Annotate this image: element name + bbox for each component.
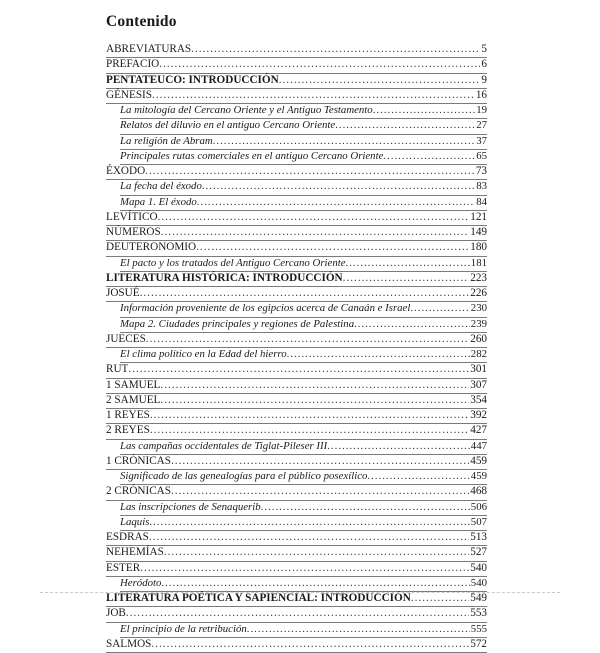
- toc-entry: [106, 150, 487, 165]
- dot-leader: [145, 164, 475, 179]
- toc-entry-page: 65: [476, 149, 487, 162]
- toc-entry: [106, 638, 487, 653]
- toc-entry-title: El clima político en la Edad del hierro: [120, 348, 287, 360]
- toc-entry-title: PENTATEUCO: INTRODUCCIÓN: [106, 73, 279, 86]
- toc-entry-title: JUECES: [106, 332, 146, 345]
- toc-entry-page: 540: [470, 576, 487, 589]
- toc-entry: [106, 196, 487, 211]
- dot-leader: [287, 347, 470, 362]
- page-title: Contenido: [106, 13, 177, 30]
- toc-entry-title: GÉNESIS: [106, 88, 152, 101]
- toc-entry: [106, 424, 487, 439]
- toc-entry-title: Significado de las genealogías para el público posexílico: [120, 470, 368, 482]
- dot-leader: [164, 545, 469, 560]
- toc-entry-title: El pacto y los tratados del Antiguo Cercano Oriente: [120, 256, 346, 269]
- toc-entry-page: 27: [476, 119, 487, 132]
- toc-entry: [106, 180, 487, 195]
- dot-leader: [171, 454, 469, 469]
- toc-entry-page: 459: [470, 454, 487, 467]
- dot-leader: [196, 240, 469, 255]
- toc-entry: [106, 241, 487, 256]
- toc-entry: [106, 379, 487, 394]
- dot-leader: [152, 88, 475, 103]
- toc-entry: [106, 470, 487, 485]
- toc-entry: [106, 318, 487, 333]
- dot-leader: [373, 103, 475, 118]
- toc-entry-title: Información proveniente de los egipcios acerca de Canaán e Israel: [120, 302, 411, 315]
- toc-entry-page: 507: [470, 515, 487, 528]
- toc-entry-title: Laquis: [120, 515, 150, 528]
- toc-entry-title: LITERATURA HISTÓRICA: INTRODUCCIÓN: [106, 271, 343, 284]
- toc-entry-title: NEHEMÍAS: [106, 546, 164, 559]
- toc-entry: [106, 623, 487, 638]
- toc-entry-page: 226: [470, 287, 487, 299]
- toc-entry: [106, 562, 487, 577]
- toc-entry-title: Principales rutas comerciales en el antiguo Cercano Oriente: [120, 149, 384, 162]
- toc-entry-page: 149: [470, 226, 487, 238]
- toc-entry: [106, 455, 487, 470]
- dot-leader: [410, 301, 469, 316]
- dot-leader: [197, 195, 475, 210]
- toc-entry: [106, 333, 487, 348]
- toc-entry: [106, 546, 487, 561]
- toc-entry-title: Mapa 2. Ciudades principales y regiones de Palestina: [120, 317, 355, 330]
- toc-entry: [106, 165, 487, 180]
- toc-entry: [106, 287, 487, 302]
- toc-entry: [106, 577, 487, 592]
- toc-entry-title: RUT: [106, 363, 129, 376]
- toc-entry: [106, 440, 487, 455]
- toc-entry-page: 83: [476, 180, 487, 193]
- toc-entry-page: 540: [470, 561, 487, 574]
- toc-entry-title: 2 SAMUEL: [106, 393, 161, 406]
- toc-entry-page: 459: [470, 470, 487, 482]
- toc-entry-page: 555: [470, 622, 487, 635]
- toc-entry-title: La religión de Abram: [120, 134, 213, 147]
- toc-entry-title: 1 REYES: [106, 409, 150, 421]
- dot-leader: [191, 42, 480, 57]
- toc-entry-title: Mapa 1. El éxodo: [120, 195, 197, 208]
- toc-entry: [106, 501, 487, 516]
- dot-leader: [126, 606, 469, 621]
- table-of-contents: [106, 43, 487, 653]
- toc-entry-page: 354: [470, 393, 487, 406]
- toc-entry-page: 447: [470, 439, 487, 452]
- dot-leader: [261, 500, 470, 515]
- dot-leader: [128, 362, 469, 377]
- toc-entry-title: ESTER: [106, 561, 141, 574]
- toc-entry-page: 84: [476, 195, 487, 208]
- toc-entry-title: 2 CRÓNICAS: [106, 485, 171, 498]
- dot-leader: [160, 378, 469, 393]
- toc-entry-page: 549: [470, 592, 487, 604]
- toc-entry-page: 527: [470, 546, 487, 559]
- toc-entry-title: JOSUÉ: [106, 287, 140, 299]
- dot-leader: [158, 210, 470, 225]
- toc-entry-title: JOB: [106, 607, 126, 620]
- toc-entry-title: NÚMEROS: [106, 226, 161, 238]
- toc-entry-page: 5: [481, 43, 487, 55]
- toc-entry-title: SALMOS: [106, 637, 152, 650]
- toc-entry-page: 301: [470, 363, 487, 376]
- dot-leader: [383, 149, 475, 164]
- toc-entry-title: Las inscripciones de Senaquerib: [120, 500, 261, 513]
- toc-entry: [106, 409, 487, 424]
- toc-entry: [106, 89, 487, 104]
- toc-entry-title: LEVÍTICO: [106, 210, 158, 223]
- dot-leader: [159, 57, 480, 72]
- toc-entry: [106, 211, 487, 226]
- toc-entry: [106, 363, 487, 378]
- toc-entry-page: 260: [470, 332, 487, 345]
- toc-entry: [106, 485, 487, 500]
- toc-entry: [106, 607, 487, 622]
- dot-leader: [202, 179, 475, 194]
- toc-entry-page: 6: [481, 58, 487, 71]
- toc-entry: [106, 58, 487, 73]
- dot-leader: [150, 408, 469, 423]
- dot-leader: [247, 622, 470, 637]
- toc-entry-title: PREFACIO: [106, 58, 160, 71]
- toc-entry-title: DEUTERONOMIO: [106, 241, 197, 254]
- dot-leader: [327, 439, 470, 454]
- toc-entry-title: El principio de la retribución: [120, 622, 247, 635]
- toc-entry-title: 1 CRÓNICAS: [106, 454, 171, 467]
- toc-entry-page: 282: [470, 348, 487, 360]
- toc-entry-title: La mitología del Cercano Oriente y el Antiguo Testamento: [120, 104, 373, 116]
- toc-entry-page: 223: [470, 271, 487, 284]
- dot-leader: [346, 256, 470, 271]
- toc-entry-page: 468: [470, 485, 487, 498]
- toc-entry-title: 1 SAMUEL: [106, 378, 161, 391]
- page-bottom-edge: [40, 592, 560, 593]
- dot-leader: [149, 530, 469, 545]
- dot-leader: [146, 332, 469, 347]
- dot-leader: [367, 469, 469, 484]
- toc-entry-page: 19: [476, 104, 487, 116]
- toc-entry-page: 427: [470, 424, 487, 437]
- toc-entry-page: 73: [475, 165, 487, 177]
- toc-entry: [106, 74, 487, 89]
- toc-entry-title: ESDRAS: [106, 531, 149, 543]
- dot-leader: [149, 515, 469, 530]
- toc-entry-page: 9: [481, 73, 487, 86]
- toc-entry-title: 2 REYES: [106, 424, 150, 437]
- toc-entry-page: 553: [470, 607, 487, 620]
- toc-entry: [106, 135, 487, 150]
- toc-entry-page: 181: [470, 256, 487, 269]
- toc-entry-title: ÉXODO: [106, 165, 146, 177]
- toc-entry: [106, 394, 487, 409]
- toc-entry-page: 307: [470, 378, 487, 391]
- toc-entry-title: La fecha del éxodo: [120, 180, 202, 193]
- toc-entry-title: Heródoto: [120, 576, 162, 589]
- toc-entry: [106, 226, 487, 241]
- toc-entry-title: Las campañas occidentales de Tiglat-Pileser III: [120, 439, 328, 452]
- dot-leader: [160, 393, 469, 408]
- toc-entry: [106, 348, 487, 363]
- toc-entry-page: 392: [470, 409, 487, 421]
- dot-leader: [140, 561, 469, 576]
- toc-entry-page: 37: [476, 134, 487, 147]
- toc-entry-title: Relatos del diluvio en el antiguo Cercano Oriente: [120, 119, 336, 132]
- toc-entry: [106, 119, 487, 134]
- toc-entry-title: ABREVIATURAS: [106, 43, 192, 55]
- toc-entry-page: 230: [470, 302, 487, 315]
- toc-entry-page: 572: [470, 637, 487, 650]
- toc-entry-page: 513: [470, 531, 487, 543]
- toc-entry: [106, 272, 487, 287]
- dot-leader: [279, 73, 481, 88]
- toc-entry: [106, 104, 487, 119]
- dot-leader: [335, 118, 475, 133]
- dot-leader: [213, 134, 476, 149]
- dot-leader: [343, 271, 470, 286]
- dot-leader: [161, 576, 469, 591]
- toc-entry-page: 239: [470, 317, 487, 330]
- toc-entry-page: 121: [470, 210, 487, 223]
- toc-entry: [106, 516, 487, 531]
- toc-entry-page: 506: [470, 500, 487, 513]
- dot-leader: [140, 286, 470, 301]
- dot-leader: [161, 225, 470, 240]
- dot-leader: [411, 591, 469, 606]
- toc-entry-title: LITERATURA POÉTICA Y SAPIENCIAL: INTRODUCCIÓN: [106, 592, 411, 604]
- dot-leader: [151, 637, 469, 652]
- toc-entry: [106, 257, 487, 272]
- toc-entry-page: 180: [470, 241, 487, 254]
- dot-leader: [150, 423, 469, 438]
- toc-entry: [106, 43, 487, 58]
- toc-entry: [106, 531, 487, 546]
- dot-leader: [171, 484, 469, 499]
- dot-leader: [354, 317, 470, 332]
- toc-entry: [106, 302, 487, 317]
- toc-entry-page: 16: [475, 88, 487, 101]
